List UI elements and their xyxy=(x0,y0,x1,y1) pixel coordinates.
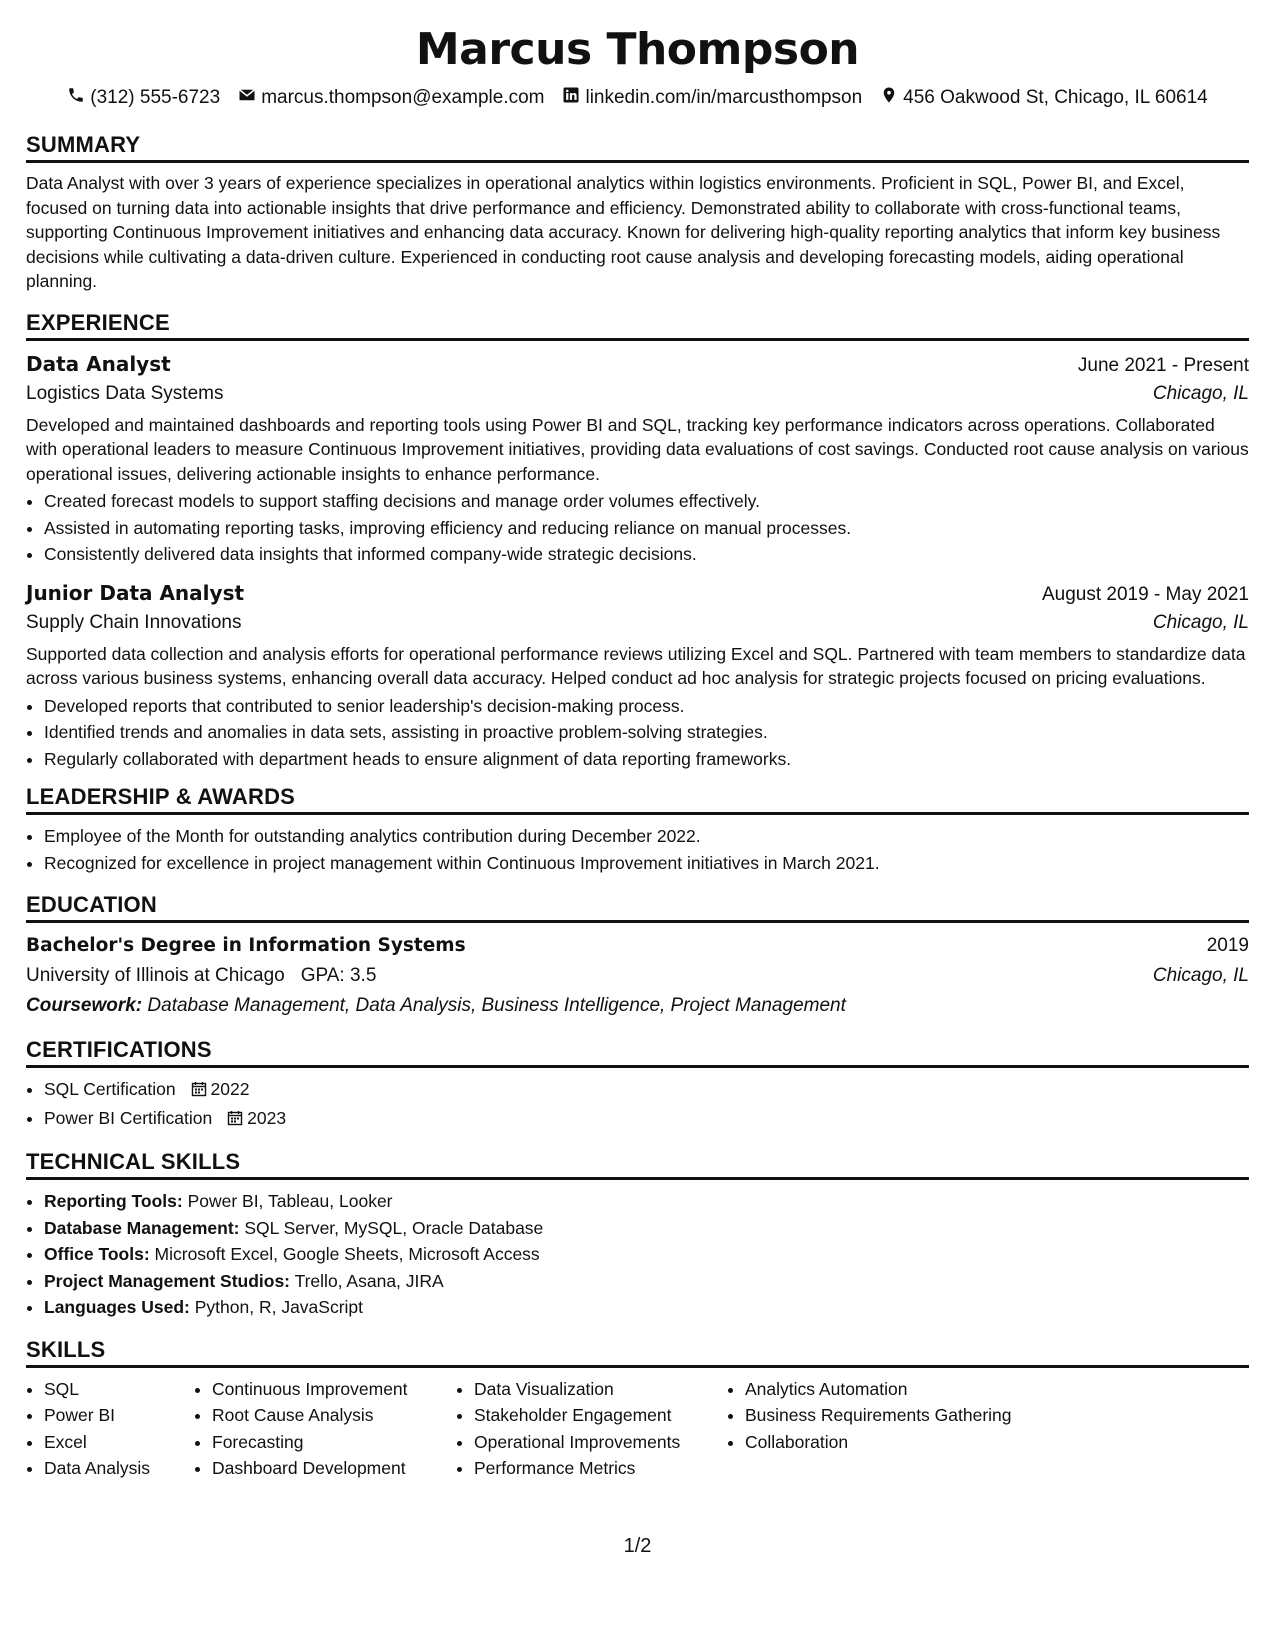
school-name: University of Illinois at Chicago xyxy=(26,965,285,986)
degree: Bachelor's Degree in Information Systems xyxy=(26,935,466,956)
experience-section xyxy=(26,308,1249,773)
section-title: CERTIFICATIONS xyxy=(26,1035,1249,1068)
map-pin-icon xyxy=(880,86,898,110)
job-description: Supported data collection and analysis efforts for operational performance reviews utilizing Excel and SQL. Partnered with team members to standardize data across various business systems, enhancing overall data accuracy. Helped conduct ad hoc analysis for strategic projects focused on pricing evaluations. xyxy=(26,643,1246,688)
list-item: • Performance Metrics xyxy=(474,1455,727,1482)
summary-section xyxy=(26,130,1249,294)
coursework xyxy=(26,991,1249,1021)
list-item: • Recognized for excellence in project management within Continuous Improvement initiatives in March 2021. xyxy=(44,850,1249,877)
summary-text: Data Analyst with over 3 years of experience specializes in operational analytics within logistics environments. Proficient in SQL, Power BI, and Excel, focused on turning data into actionable insights that drive performance and efficiency. Demonstrated ability to collaborate with cross-functional teams, supporting Continuous Improvement initiatives and enhancing data accuracy. Known for delivering high-quality reporting analytics that inform key business decisions while cultivating a data-driven culture. Experienced in conducting root cause analysis and developing forecasting models, aiding operational planning. xyxy=(26,173,1221,291)
job-title: Junior Data Analyst xyxy=(26,580,245,605)
technical-skills-section xyxy=(26,1147,1249,1321)
skill-label: Reporting Tools: xyxy=(44,1191,183,1211)
school-location: Chicago, IL xyxy=(1152,965,1249,986)
section-title: LEADERSHIP & AWARDS xyxy=(26,782,1249,815)
job-bullets xyxy=(26,488,1249,568)
skill-value: Microsoft Excel, Google Sheets, Microsoft Access xyxy=(154,1244,540,1264)
section-title: SKILLS xyxy=(26,1335,1249,1368)
section-title: EXPERIENCE xyxy=(26,308,1249,341)
skill-value: SQL Server, MySQL, Oracle Database xyxy=(244,1217,544,1238)
list-item: • Analytics Automation xyxy=(745,1376,1065,1403)
list-item: • Collaboration xyxy=(745,1429,1065,1456)
cert-name: Power BI Certification xyxy=(44,1107,213,1128)
leadership-list xyxy=(26,823,1249,876)
skills-grid xyxy=(26,1376,1249,1482)
list-item: • Continuous Improvement xyxy=(212,1376,456,1403)
job-location: Chicago, IL xyxy=(1152,611,1249,633)
skill-value: Trello, Asana, JIRA xyxy=(294,1270,444,1291)
job-description: Developed and maintained dashboards and reporting tools using Power BI and SQL, tracking key performance indicators across operations. Collaborated with operational leaders to measure Continuous Improvement initiatives, providing data evaluations of cost savings. Conducted root cause analysis on various operational issues, delivering actionable insights to enhance performance. xyxy=(26,414,1249,484)
cert-name: SQL Certification xyxy=(44,1079,176,1099)
skill-value: Power BI, Tableau, Looker xyxy=(187,1191,393,1211)
list-item: • Business Requirements Gathering xyxy=(745,1402,1065,1429)
technical-skills-list xyxy=(26,1188,1249,1321)
list-item: • Assisted in automating reporting tasks, improving efficiency and reducing reliance on manual processes. xyxy=(44,515,1249,542)
list-item: • Power BI xyxy=(44,1402,194,1429)
list-item: • Root Cause Analysis xyxy=(212,1402,456,1429)
skill-label: Database Management: xyxy=(44,1217,240,1238)
skill-value: Python, R, JavaScript xyxy=(194,1297,364,1317)
list-item xyxy=(44,1105,1249,1134)
list-item: • Dashboard Development xyxy=(212,1455,456,1482)
envelope-icon xyxy=(238,86,256,110)
skills-column xyxy=(194,1376,456,1482)
cert-year: 2023 xyxy=(247,1107,287,1128)
section-title: EDUCATION xyxy=(26,890,1249,923)
contact-phone[interactable]: (312) 555-6723 xyxy=(67,86,220,110)
list-item xyxy=(44,1294,1249,1321)
section-title: TECHNICAL SKILLS xyxy=(26,1147,1249,1180)
list-item: • Identified trends and anomalies in data sets, assisting in proactive problem-solving strategies. xyxy=(44,719,1249,746)
education-section xyxy=(26,890,1249,1021)
page-number: 1/2 xyxy=(623,1535,652,1557)
contact-bar xyxy=(26,84,1249,112)
skills-column xyxy=(26,1376,194,1482)
job-entry xyxy=(26,349,1249,568)
calendar-icon xyxy=(227,1107,243,1134)
job-bullets xyxy=(26,693,1249,773)
skills-column xyxy=(456,1376,727,1482)
list-item: • Developed reports that contributed to senior leadership's decision-making process. xyxy=(44,693,1249,720)
list-item xyxy=(44,1215,1249,1242)
list-item: • Created forecast models to support staffing decisions and manage order volumes effectively. xyxy=(44,488,1249,515)
list-item xyxy=(44,1188,1249,1215)
skill-label: Languages Used: xyxy=(44,1297,190,1317)
list-item: • Excel xyxy=(44,1429,194,1456)
list-item: • Consistently delivered data insights that informed company-wide strategic decisions. xyxy=(44,541,1249,568)
phone-icon xyxy=(67,86,85,110)
job-entry xyxy=(26,578,1249,773)
list-item: • Stakeholder Engagement xyxy=(474,1402,727,1429)
list-item: • Employee of the Month for outstanding analytics contribution during December 2022. xyxy=(44,823,1249,850)
list-item: • Operational Improvements xyxy=(474,1429,727,1456)
skills-column xyxy=(727,1376,1065,1482)
job-title: Data Analyst xyxy=(26,351,171,376)
list-item: • SQL xyxy=(44,1376,194,1403)
contact-email[interactable]: marcus.thompson@example.com xyxy=(238,86,544,110)
coursework-list: Database Management, Data Analysis, Business Intelligence, Project Management xyxy=(147,995,846,1016)
graduation-year: 2019 xyxy=(1206,935,1249,956)
candidate-name: Marcus Thompson xyxy=(415,24,860,75)
list-item xyxy=(44,1268,1249,1295)
linkedin-icon xyxy=(562,86,580,110)
job-date: August 2019 - May 2021 xyxy=(1041,583,1249,605)
calendar-icon xyxy=(191,1078,207,1105)
list-item: • Forecasting xyxy=(212,1429,456,1456)
skill-label: Office Tools: xyxy=(44,1244,150,1264)
list-item xyxy=(44,1076,1249,1105)
coursework-label: Coursework: xyxy=(26,995,143,1016)
skill-label: Project Management Studios: xyxy=(44,1270,291,1291)
job-location: Chicago, IL xyxy=(1152,382,1249,404)
list-item: • Data Visualization xyxy=(474,1376,727,1403)
job-company: Supply Chain Innovations xyxy=(26,611,242,633)
job-company: Logistics Data Systems xyxy=(26,382,224,404)
list-item xyxy=(44,1241,1249,1268)
certifications-section xyxy=(26,1035,1249,1133)
gpa: GPA: 3.5 xyxy=(300,965,377,986)
certifications-list xyxy=(26,1076,1249,1133)
contact-address: 456 Oakwood St, Chicago, IL 60614 xyxy=(880,86,1208,110)
school-line xyxy=(26,961,376,991)
leadership-section xyxy=(26,782,1249,876)
resume-page xyxy=(26,0,1249,1482)
list-item: • Data Analysis xyxy=(44,1455,194,1482)
list-item: • Regularly collaborated with department heads to ensure alignment of data reporting frameworks. xyxy=(44,746,1249,773)
section-title: SUMMARY xyxy=(26,130,1249,163)
contact-linkedin[interactable]: linkedin.com/in/marcusthompson xyxy=(562,86,862,110)
job-date: June 2021 - Present xyxy=(1077,354,1249,376)
skills-section xyxy=(26,1335,1249,1482)
cert-year: 2022 xyxy=(210,1079,250,1099)
